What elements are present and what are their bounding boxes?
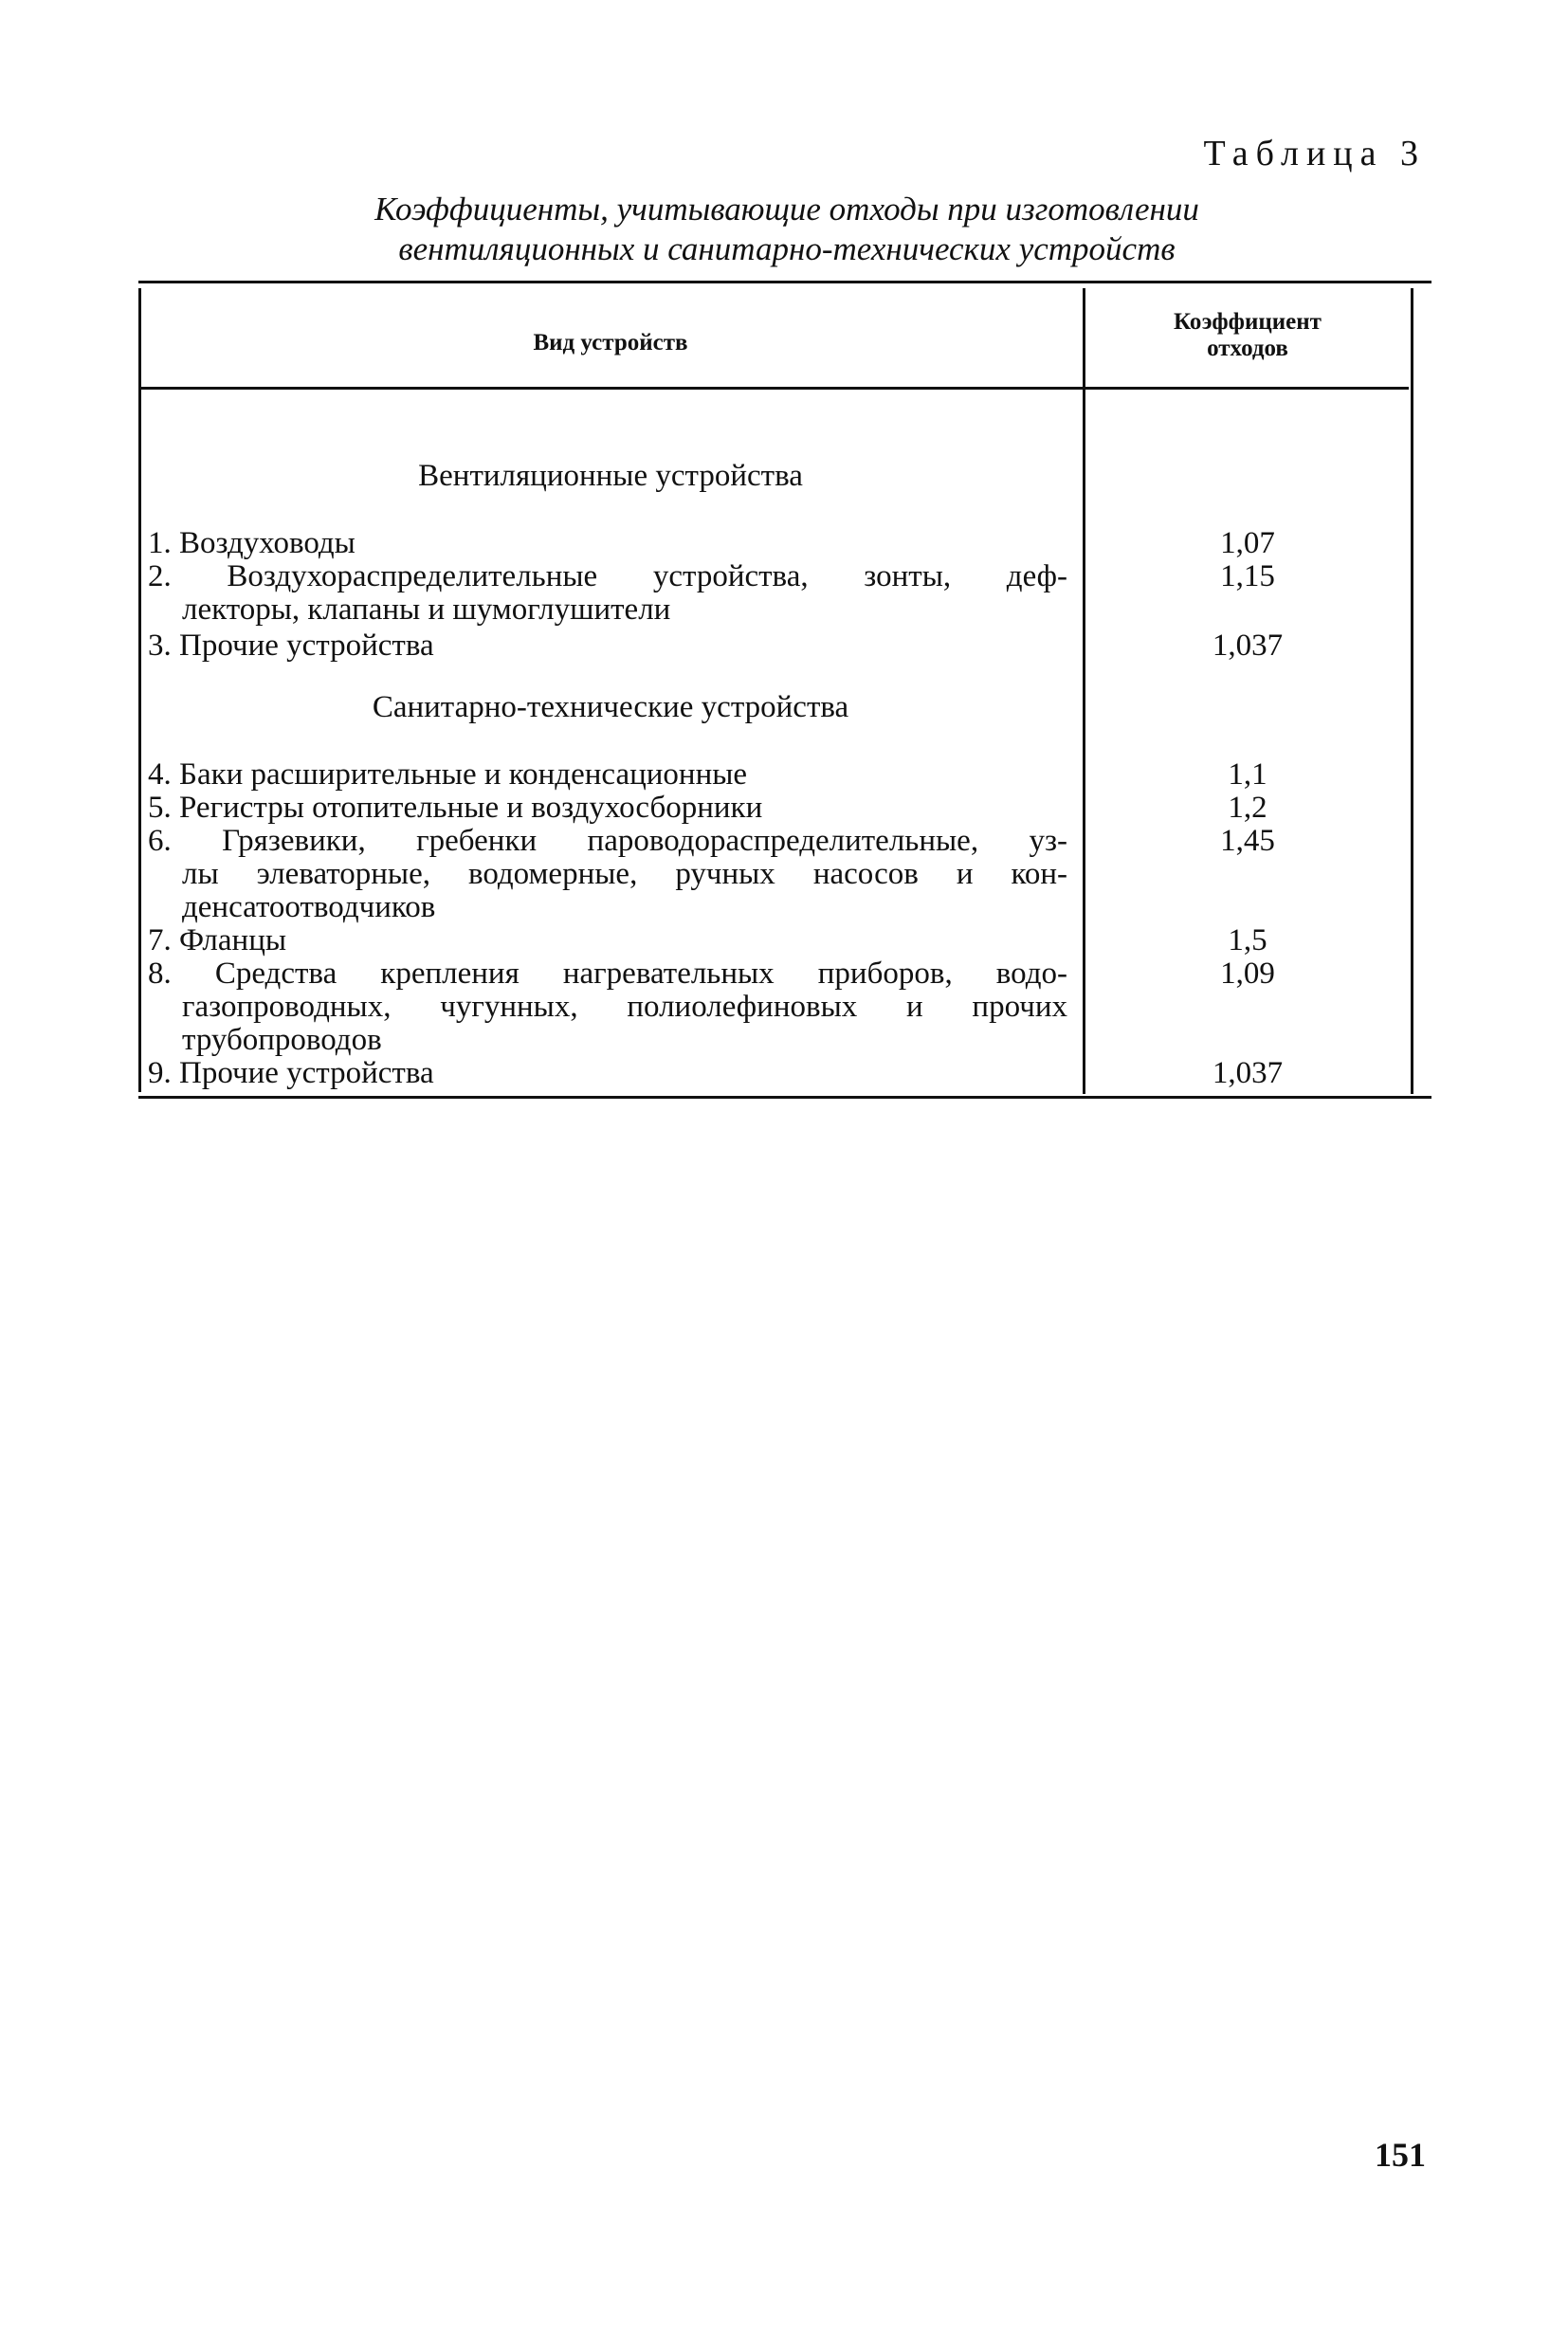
row-2-line-1: 2. Воздухораспределительные устройства, зонты, деф-: [148, 559, 1067, 593]
row-9-line-1: 9. Прочие устройства: [148, 1056, 434, 1090]
table-top-rule: [138, 281, 1431, 283]
table-right-border: [1411, 288, 1413, 1094]
row-6-line-1: 6. Грязевики, гребенки пароводораспределительные, уз-: [148, 824, 1067, 858]
row-7-value: 1,5: [1228, 923, 1267, 957]
caption-line-1: Коэффициенты, учитывающие отходы при изготовлении: [374, 191, 1199, 228]
section-title-ventilation: Вентиляционные устройства: [418, 459, 803, 493]
row-1-value: 1,07: [1220, 526, 1275, 560]
table-row-2: [148, 560, 1067, 627]
row-3-line-1: 3. Прочие устройства: [148, 629, 434, 663]
table-row-4: [148, 758, 1067, 792]
table-column-divider: [1083, 288, 1085, 1094]
row-1-line-1: 1. Воздуховоды: [148, 526, 356, 560]
column-header-device-type: Вид устройств: [533, 330, 688, 355]
table-row-7: [148, 924, 1067, 957]
column-header-coefficient-line-1: Коэффициент: [1174, 309, 1322, 335]
table-caption: [171, 190, 1403, 269]
column-header-coefficient: [1086, 309, 1409, 362]
row-7-line-1: 7. Фланцы: [148, 923, 287, 957]
row-5-value: 1,2: [1228, 791, 1267, 825]
row-8-line-2: газопроводных, чугунных, полиолефиновых и прочих: [182, 990, 1067, 1024]
waste-coefficients-table: [138, 281, 1431, 1096]
row-2-value: 1,15: [1220, 559, 1275, 593]
table-row-5: [148, 792, 1067, 825]
table-header-rule: [138, 387, 1409, 390]
row-2-line-2: лекторы, клапаны и шумоглушители: [182, 592, 671, 627]
section-title-sanitary: Санитарно-технические устройства: [372, 690, 849, 724]
row-3-value: 1,037: [1212, 629, 1284, 663]
row-8-line-1: 8. Средства крепления нагревательных приборов, водо-: [148, 957, 1067, 991]
row-8-value: 1,09: [1220, 957, 1275, 991]
row-6-line-3: денсатоотводчиков: [182, 890, 436, 924]
row-4-value: 1,1: [1228, 757, 1267, 792]
row-9-value: 1,037: [1212, 1056, 1284, 1090]
table-row-6: [148, 825, 1067, 924]
table-row-1: [148, 527, 1067, 560]
table-row-3: [148, 629, 1067, 663]
caption-line-2: вентиляционных и санитарно-технических устройств: [398, 230, 1176, 267]
table-row-9: [148, 1057, 1067, 1090]
table-bottom-rule: [138, 1096, 1431, 1099]
column-header-coefficient-line-2: отходов: [1207, 336, 1288, 361]
row-6-line-2: лы элеваторные, водомерные, ручных насосов и кон-: [182, 857, 1067, 891]
table-row-8: [148, 957, 1067, 1057]
row-4-line-1: 4. Баки расширительные и конденсационные: [148, 757, 748, 792]
table-label: Таблица 3: [1203, 134, 1426, 173]
row-6-value: 1,45: [1220, 824, 1275, 858]
row-5-line-1: 5. Регистры отопительные и воздухосборники: [148, 791, 763, 825]
row-8-line-3: трубопроводов: [182, 1023, 382, 1057]
page-number: 151: [1375, 2136, 1426, 2174]
